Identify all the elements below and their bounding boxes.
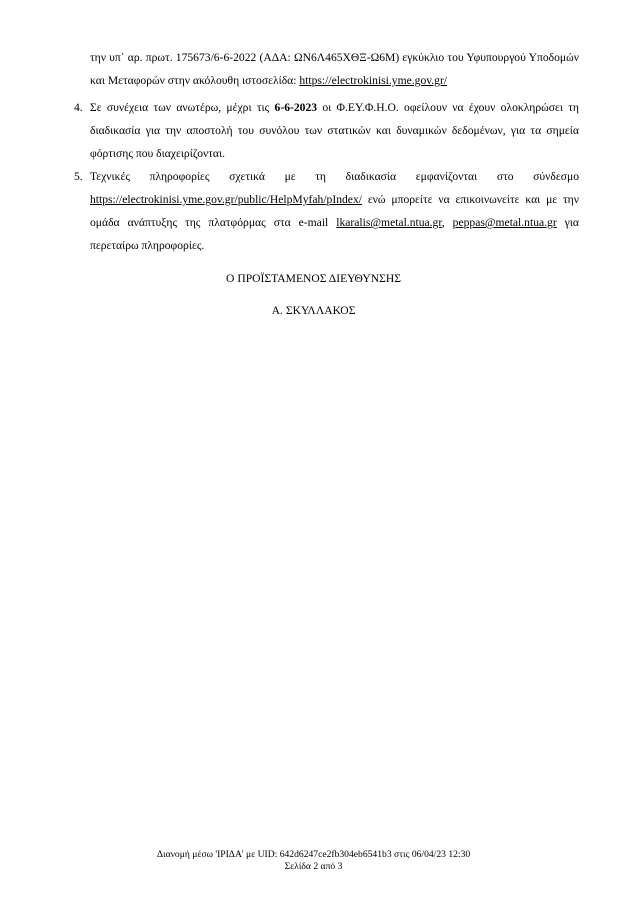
email-link-peppas[interactable]: peppas@metal.ntua.gr	[452, 216, 557, 229]
list-item-text: για περεταίρω πληροφορίες.	[90, 216, 580, 252]
list-item-4	[74, 96, 579, 165]
page-footer	[0, 849, 627, 873]
email-link-lkaralis[interactable]: lkaralis@metal.ntua.gr	[336, 216, 442, 229]
continuation-text: την υπ᾽ αρ. πρωτ. 175673/6-6-2022 (ΑΔΑ: ΩΝ6Λ465ΧΘΞ-Ω6Μ) εγκύκλιο του Υφυπουργού Υποδομών και Μεταφορών στην ακόλουθη ιστοσελίδα:	[90, 51, 579, 87]
distribution-info: Διανομή μέσω 'ΙΡΙΔΑ' με UID: 642d6247ce2fb304eb6541b3 στις 06/04/23 12:30	[156, 849, 471, 860]
list-item-text: ενώ μπορείτε να επικοινωνείτε και με την ομάδα ανάπτυξης της πλατφόρμας στα e-mail	[90, 193, 579, 229]
help-page-link[interactable]: https://electrokinisi.yme.gov.gr/public/HelpMyfah/pIndex/	[90, 193, 362, 206]
list-item-number: 5.	[74, 170, 83, 183]
numbered-list	[74, 96, 580, 257]
list-item-number: 4.	[74, 101, 83, 114]
list-item-text: οι Φ.ΕΥ.Φ.Η.Ο. οφείλουν να έχουν ολοκληρώσει τη διαδικασία για την αποστολή του συνόλου των στατικών και δυναμικών δεδομένων, για τα σημεία φόρτισης που διαχειρίζονται.	[90, 101, 579, 160]
list-item-separator: ,	[441, 216, 453, 229]
list-item-text: Τεχνικές πληροφορίες σχετικά με τη διαδικασία εμφανίζονται στο σύνδεσμο	[90, 170, 579, 183]
list-item-text: Σε συνέχεια των ανωτέρω, μέχρι τις	[90, 101, 275, 114]
signature-title: Ο ΠΡΟΪΣΤΑΜΕΝΟΣ ΔΙΕΥΘΥΝΣΗΣ	[226, 272, 401, 285]
electrokinisi-link[interactable]: https://electrokinisi.yme.gov.gr/	[299, 74, 448, 87]
deadline-date: 6-6-2023	[274, 101, 318, 114]
continuation-paragraph	[90, 46, 579, 92]
list-item-5	[74, 165, 580, 257]
page-number: Σελίδα 2 από 3	[284, 861, 343, 872]
signature-name: Α. ΣΚΥΛΛΑΚΟΣ	[271, 304, 356, 317]
